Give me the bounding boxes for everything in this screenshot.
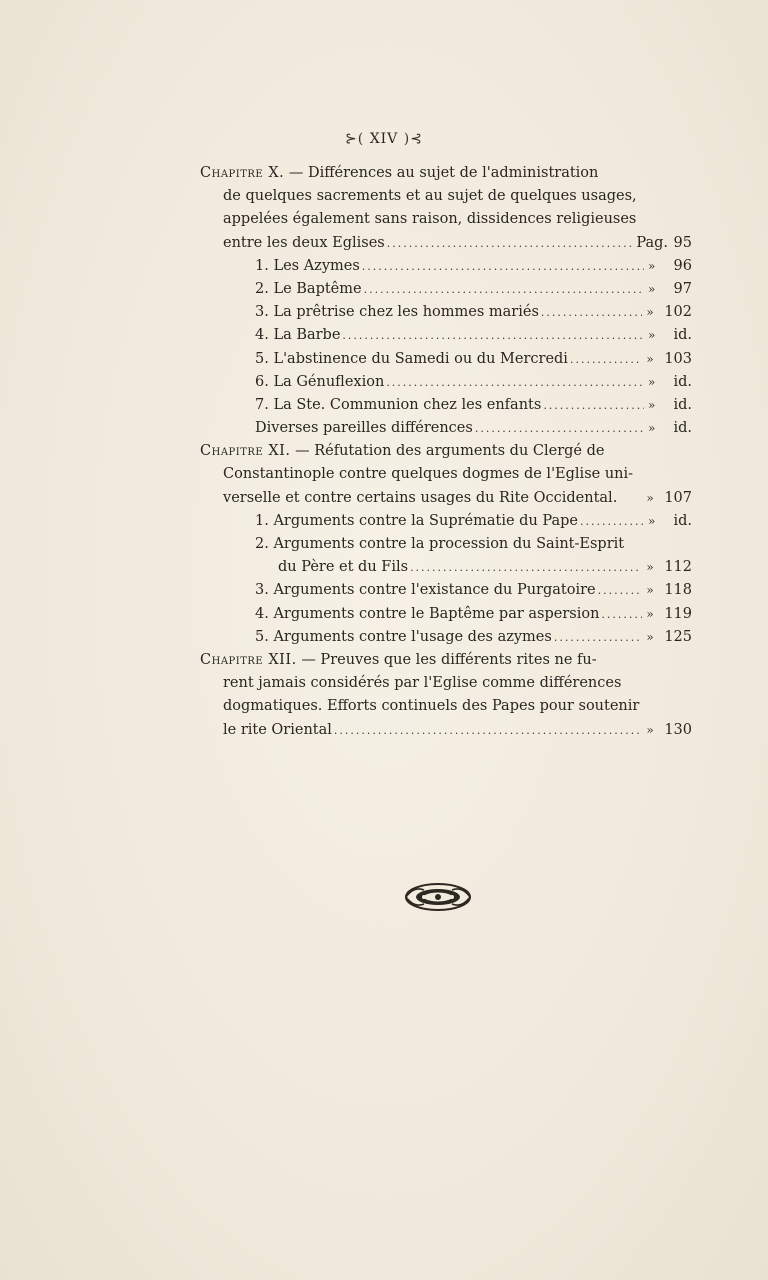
- page-ref: id.: [673, 327, 692, 344]
- ditto-mark: »: [646, 490, 654, 505]
- ditto-mark: »: [648, 281, 656, 296]
- entry-text: 3. Arguments contre l'existance du Purgatoire: [255, 582, 596, 599]
- toc-entry: [200, 255, 692, 278]
- page-ref: 130: [664, 721, 692, 738]
- leader-dots: [342, 324, 644, 347]
- chapter-title-line: de quelques sacrements et au sujet de quelques usages,: [223, 188, 637, 205]
- chapter-title: — Preuves que les différents rites ne fu-: [301, 651, 597, 668]
- page-number-roman: XIV: [369, 131, 399, 147]
- toc-entry: [200, 510, 692, 533]
- ditto-mark: »: [648, 421, 656, 436]
- ditto-mark: »: [646, 305, 654, 320]
- ditto-mark: »: [646, 351, 654, 366]
- chapter-title: — Réfutation des arguments du Clergé de: [295, 443, 605, 460]
- leader-dots: [387, 232, 633, 255]
- toc-entry: [200, 603, 692, 626]
- toc-entry: [200, 556, 692, 579]
- leader-dots: [601, 603, 642, 626]
- toc-entry: [200, 232, 692, 255]
- entry-text: 7. La Ste. Communion chez les enfants: [255, 396, 542, 413]
- leader-dots: [543, 394, 644, 417]
- leader-dots: [541, 301, 642, 324]
- entry-text: 1. Les Azymes: [255, 257, 360, 274]
- toc-entry: [200, 719, 692, 742]
- chapter-label: Chapitre XII.: [200, 651, 297, 668]
- chapter-title-line: Constantinople contre quelques dogmes de l'Eglise uni-: [223, 466, 634, 483]
- page-word: Pag.: [636, 234, 668, 251]
- toc-entry: [200, 579, 692, 602]
- entry-text: verselle et contre certains usages du Rite Occidental.: [223, 489, 618, 506]
- toc-entry: [200, 348, 692, 371]
- entry-text: 4. Arguments contre le Baptême par aspersion: [255, 605, 600, 622]
- entry-text: entre les deux Eglises: [223, 234, 385, 251]
- chapter-title-line: appelées également sans raison, dissidences religieuses: [223, 211, 637, 228]
- chapter-12-heading: [200, 649, 692, 672]
- page-ref: 96: [673, 257, 692, 274]
- leader-dots: [334, 719, 642, 742]
- toc-entry: [200, 301, 692, 324]
- table-of-contents: [200, 162, 692, 742]
- ditto-mark: »: [646, 722, 654, 737]
- ditto-mark: »: [648, 258, 656, 273]
- ditto-mark: »: [646, 606, 654, 621]
- entry-text: 3. La prêtrise chez les hommes mariés: [255, 304, 539, 321]
- entry-text: 2. Le Baptême: [255, 280, 362, 297]
- leader-dots: [598, 579, 643, 602]
- ditto-mark: »: [648, 397, 656, 412]
- entry-text: le rite Oriental: [223, 721, 332, 738]
- page-ref: id.: [673, 420, 692, 437]
- page-ref: 103: [664, 350, 692, 367]
- entry-text: du Père et du Fils: [278, 559, 409, 576]
- leader-dots: [570, 348, 642, 371]
- ditto-mark: »: [648, 513, 656, 528]
- page-ref: 95: [673, 234, 692, 251]
- ditto-mark: »: [648, 374, 656, 389]
- right-ornament: )⊰: [403, 131, 423, 147]
- leader-dots: [364, 278, 644, 301]
- toc-entry: [200, 417, 692, 440]
- entry-text: Diverses pareilles différences: [255, 420, 473, 437]
- left-ornament: ⊱(: [345, 131, 365, 147]
- toc-entry-text: 2. Arguments contre la procession du Saint-Esprit: [255, 536, 625, 552]
- leader-dots: [362, 255, 644, 278]
- page-ref: 125: [664, 628, 692, 645]
- leader-dots: [386, 371, 644, 394]
- page-ref: 102: [664, 304, 692, 321]
- toc-entry: [200, 487, 692, 510]
- chapter-title: — Différences au sujet de l'administration: [288, 165, 599, 181]
- toc-entry: [200, 324, 692, 347]
- toc-entry: [200, 371, 692, 394]
- leader-dots: [554, 626, 642, 649]
- ditto-mark: »: [646, 583, 654, 598]
- page-ref: 112: [664, 559, 692, 576]
- entry-text: 5. L'abstinence du Samedi ou du Mercredi: [255, 350, 568, 367]
- page-ref: 107: [664, 489, 692, 506]
- chapter-11-heading: [200, 440, 692, 463]
- leader-dots: [475, 417, 644, 440]
- entry-text: 4. La Barbe: [255, 327, 341, 344]
- leader-dots: [580, 510, 644, 533]
- fleuron-ornament-icon: [404, 880, 472, 914]
- page-header: [0, 131, 768, 147]
- page-ref: id.: [673, 396, 692, 413]
- toc-entry: [200, 394, 692, 417]
- leader-dots: [410, 556, 642, 579]
- chapter-label: Chapitre X.: [200, 165, 285, 181]
- chapter-10-heading: [200, 162, 692, 185]
- ditto-mark: »: [646, 560, 654, 575]
- page-ref: id.: [673, 512, 692, 529]
- entry-text: 5. Arguments contre l'usage des azymes: [255, 628, 552, 645]
- ditto-mark: »: [646, 629, 654, 644]
- page-ref: id.: [673, 373, 692, 390]
- ditto-mark: »: [648, 328, 656, 343]
- entry-text: 6. La Génuflexion: [255, 373, 385, 390]
- entry-text: 1. Arguments contre la Suprématie du Pape: [255, 512, 579, 529]
- chapter-label: Chapitre XI.: [200, 443, 291, 460]
- page-ref: 118: [664, 582, 692, 599]
- chapter-title-line: rent jamais considérés par l'Eglise comme différences: [223, 675, 622, 692]
- page-ref: 119: [664, 605, 692, 622]
- page-ref: 97: [673, 280, 692, 297]
- chapter-title-line: dogmatiques. Efforts continuels des Papes pour soutenir: [223, 698, 640, 715]
- toc-entry: [200, 626, 692, 649]
- toc-entry: [200, 278, 692, 301]
